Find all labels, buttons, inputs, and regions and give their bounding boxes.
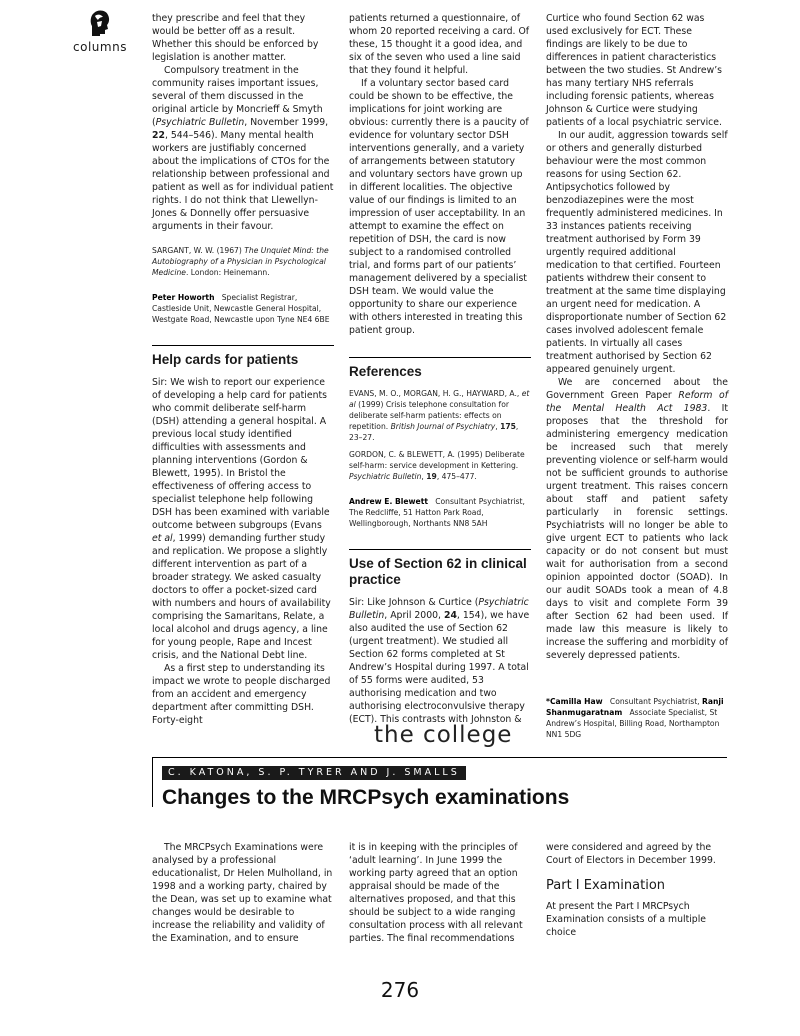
article-column-2 <box>349 841 531 945</box>
reference: GORDON, C. & BLEWETT, A. (1995) Deliberate self-harm: service development in Kettering. Psychiatric Bulletin, 19, 475–477. <box>349 450 525 481</box>
paragraph: As a first step to understanding its impact we wrote to people discharged from an accident and emergency department after committing DSH. Forty-eight <box>152 663 331 726</box>
subheading: Part I Examination <box>546 878 666 893</box>
paragraph: Sir: We wish to report our experience of developing a help card for patients who commit deliberate self-harm (DSH) attending a general hospital. A previous local study identified difficulties with assessments and planning interventions (Gordon & Blewett, 1995). In Bristol the effectiveness of offering access to specialist telephone help following DSH has been examined with variable outcome between subgroups (Evans et al, 1999) demanding further study and replication. We propose a slightly different intervention as part of a broader strategy. We asked casualty doctors to offer a pocket-sized card with numbers and hours of availability comprising the Samaritans, Relate, a local alcohol and drugs agency, a line for young people, Rape and Incest crisis, and the National Debt line. <box>152 377 331 661</box>
paragraph: Curtice who found Section 62 was used exclusively for ECT. These findings are likely to be due to differences in patient characteristics between the two studies. St Andrew’s has many tertiary NHS referrals including forensic patients, whereas Johnson & Curtice were studying patients of a local psychiatric service. <box>546 13 722 128</box>
paragraph: We are concerned about the Government Green Paper Reform of the Mental Health Act 1983. It proposes that the threshold for administering emergency medication be increased such that merely preventing violence or self-harm would not be sufficient grounds to authorise urgent treatment. This raises concern about staff and patient safety particularly in forensic settings. Psychiatrists will no longer be able to give urgent ECT to patients who lack capacity or do not consent but must wait for authorisation from a second opinion appointed doctor (SOAD). In our audit SOADs took a mean of 4.8 days to visit and complete Form 39 after Section 62 had been used. If made law this measure is likely to increase the suffering and morbidity of severely depressed patients. <box>546 377 729 661</box>
article-title: Changes to the MRCPsych examinations <box>162 786 570 809</box>
column-2 <box>349 12 531 726</box>
divider <box>152 757 153 807</box>
letter-section-62 <box>349 549 531 726</box>
letter-heading: Help cards for patients <box>152 345 334 368</box>
references-heading: References <box>349 357 531 380</box>
author-signature: *Camilla Haw Consultant Psychiatrist, Ranji Shanmugaratnam Associate Specialist, St Andrew’s Hospital, Billing Road, Northampton NN1 5DG <box>546 697 724 739</box>
paragraph: If a voluntary sector based card could be shown to be effective, the implications for joint working are obvious: currently there is a paucity of evidence for voluntary sector DSH interventions generally, and a variety of arrangements between statutory and voluntary sectors have grown up in different localities. The objective value of our findings is limited to an impression of user acceptability. In an attempt to examine the effect on repetition of DSH, the card is now subject to a randomised controlled trial, and forms part of our patients’ management delivered by a specialist DSH team. We would value the opportunity to share our experience with others interested in treating this patient group. <box>349 78 529 336</box>
section-label: columns <box>73 40 127 54</box>
divider <box>152 757 727 758</box>
letter-help-cards <box>152 345 334 727</box>
paragraph: The MRCPsych Examinations were analysed by a professional educationalist, Dr Helen Mulholland, in 1998 and a working party, chaired by the Dean, was set up to examine what changes would be desirable to increase the reliability and validity of the Examination, and to ensure <box>152 842 333 944</box>
article-column-3 <box>546 841 728 939</box>
reference: SARGANT, W. W. (1967) The Unquiet Mind: the Autobiography of a Physician in Psychological Medicine. London: Heinemann. <box>152 246 329 277</box>
reference: EVANS, M. O., MORGAN, H. G., HAYWARD, A., et al (1999) Crisis telephone consultation for deliberate self-harm patients: effects on repetition. British Journal of Psychiatry, 175, 23–27. <box>349 389 530 442</box>
columns-section-marker <box>70 8 130 54</box>
paragraph: patients returned a questionnaire, of whom 20 reported receiving a card. Of these, 15 thought it a good idea, and six of the seven who used a line said that they found it helpful. <box>349 13 530 76</box>
letter-heading: Use of Section 62 in clinical practice <box>349 549 531 588</box>
paragraph: Compulsory treatment in the community raises important issues, several of them discussed in the original article by Moncrieff & Smyth (Psychiatric Bulletin, November 1999, 22, 544–546). Many mental health workers are justifiably concerned about the implications of CTOs for the relationship between professional and patient as well as for individual patient rights. I do not think that Llewellyn-Jones & Donnelly offer persuasive arguments in their favour. <box>152 65 334 232</box>
author-signature: Peter Howorth Specialist Registrar, Castleside Unit, Newcastle General Hospital, Westgate Road, Newcastle upon Tyne NE4 6BE <box>152 293 330 324</box>
profile-head-icon <box>88 8 112 38</box>
section-title: the college <box>374 722 513 748</box>
column-1 <box>152 12 334 727</box>
paragraph: they prescribe and feel that they would be better off as a result. Whether this should be enforced by legislation is another matter. <box>152 13 319 63</box>
article-column-1 <box>152 841 334 945</box>
author-signature: Andrew E. Blewett Consultant Psychiatrist, The Redcliffe, 51 Hatton Park Road, Wellingborough, Northants NN8 5AH <box>349 497 525 528</box>
article-authors: C. KATONA, S. P. TYRER AND J. SMALLS <box>162 766 466 780</box>
paragraph: were considered and agreed by the Court of Electors in December 1999. <box>546 842 716 866</box>
page-number: 276 <box>380 978 420 1002</box>
paragraph: In our audit, aggression towards self or others and generally disturbed behaviour were the most common reasons for using Section 62. Antipsychotics followed by benzodiazepines were the most frequently administered medicines. In 33 instances patients receiving treatment authorised by Form 39 urgently required additional medication to that certified. Fourteen patients withdrew their consent to treatment at the same time displaying an urgent need for medication. A disproportionate number of Section 62 cases involved adolescent female patients. In virtually all cases treatment authorised by Section 62 appeared genuinely urgent. <box>546 130 728 375</box>
references-section <box>349 357 531 529</box>
column-3 <box>546 12 728 740</box>
paragraph: At present the Part I MRCPsych Examination consists of a multiple choice <box>546 901 707 938</box>
paragraph: it is in keeping with the principles of ‘adult learning’. In June 1999 the working party agreed that an option appraisal should be made of the alternatives proposed, and that this should be subject to a wide ranging consultation process with all relevant parties. The final recommendations <box>349 842 523 944</box>
paragraph: Sir: Like Johnson & Curtice (Psychiatric Bulletin, April 2000, 24, 154), we have also audited the use of Section 62 (urgent treatment). We studied all Section 62 forms completed at St Andrew’s Hospital during 1997. A total of 55 forms were audited, 53 authorising medication and two authorising electroconvulsive therapy (ECT). This contrasts with Johnston & <box>349 597 530 725</box>
